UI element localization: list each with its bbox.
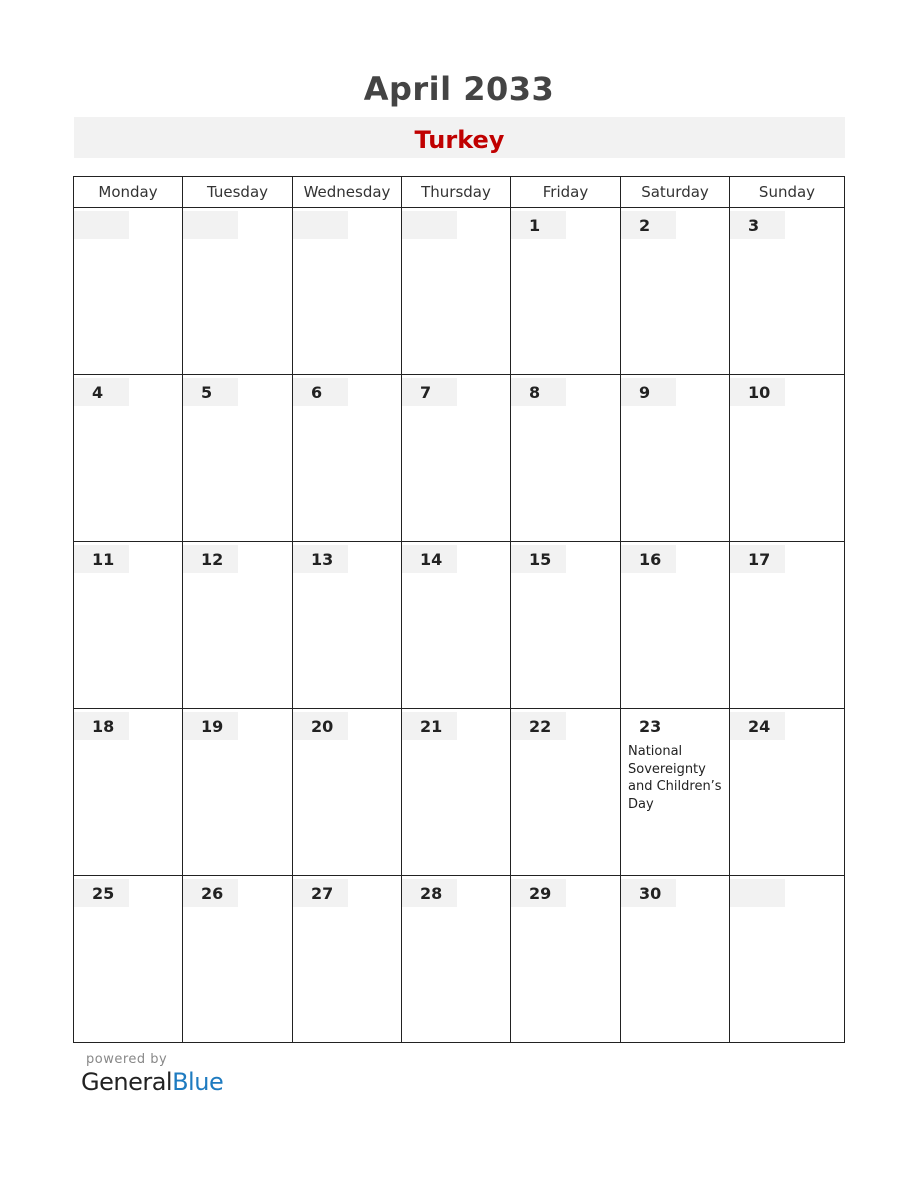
weekday-friday: Friday — [511, 177, 621, 208]
day-cell — [730, 876, 845, 1043]
day-cell — [183, 375, 293, 542]
day-number: 3 — [730, 211, 785, 239]
weekday-tuesday: Tuesday — [183, 177, 293, 208]
day-number: 7 — [402, 378, 457, 406]
week-row — [74, 876, 845, 1043]
day-cell — [730, 375, 845, 542]
day-number: 9 — [621, 378, 676, 406]
day-cell — [74, 208, 183, 375]
day-cell — [621, 208, 730, 375]
day-number: 28 — [402, 879, 457, 907]
day-cell — [730, 208, 845, 375]
day-number: 25 — [74, 879, 129, 907]
empty-day-marker — [293, 211, 348, 239]
day-number: 20 — [293, 712, 348, 740]
empty-day-marker — [74, 211, 129, 239]
day-number: 13 — [293, 545, 348, 573]
day-cell — [74, 876, 183, 1043]
day-cell — [183, 208, 293, 375]
day-cell — [730, 709, 845, 876]
day-number: 16 — [621, 545, 676, 573]
weekday-thursday: Thursday — [402, 177, 511, 208]
day-number: 15 — [511, 545, 566, 573]
weekday-sunday: Sunday — [730, 177, 845, 208]
brand-logo — [81, 1068, 223, 1096]
day-cell — [511, 709, 621, 876]
day-cell — [402, 876, 511, 1043]
day-number: 8 — [511, 378, 566, 406]
day-cell — [183, 876, 293, 1043]
day-cell — [511, 876, 621, 1043]
day-number: 4 — [74, 378, 129, 406]
weekday-saturday: Saturday — [621, 177, 730, 208]
day-cell — [621, 542, 730, 709]
day-cell — [402, 542, 511, 709]
day-cell — [621, 375, 730, 542]
day-cell — [183, 542, 293, 709]
day-cell — [511, 208, 621, 375]
day-cell — [402, 208, 511, 375]
brand-text-blue: Blue — [172, 1068, 224, 1096]
day-cell — [183, 709, 293, 876]
day-cell — [621, 876, 730, 1043]
day-number: 30 — [621, 879, 676, 907]
day-number: 21 — [402, 712, 457, 740]
day-number: 14 — [402, 545, 457, 573]
day-number: 6 — [293, 378, 348, 406]
day-number: 18 — [74, 712, 129, 740]
day-cell — [511, 542, 621, 709]
calendar-title: April 2033 — [363, 70, 555, 108]
day-cell — [74, 375, 183, 542]
day-number: 29 — [511, 879, 566, 907]
day-cell — [74, 542, 183, 709]
day-number: 12 — [183, 545, 238, 573]
day-number: 19 — [183, 712, 238, 740]
powered-by-label: powered by — [86, 1052, 168, 1067]
empty-day-marker — [183, 211, 238, 239]
empty-day-marker — [730, 879, 785, 907]
day-cell — [730, 542, 845, 709]
day-cell — [621, 709, 730, 876]
empty-day-marker — [402, 211, 457, 239]
day-number: 24 — [730, 712, 785, 740]
day-number: 27 — [293, 879, 348, 907]
month-grid — [73, 176, 845, 1043]
day-cell — [293, 542, 402, 709]
holiday-label: National Sovereignty and Children’s Day — [628, 744, 722, 812]
day-cell — [74, 709, 183, 876]
day-number: 5 — [183, 378, 238, 406]
day-cell — [402, 375, 511, 542]
week-row — [74, 709, 845, 876]
day-number: 2 — [621, 211, 676, 239]
day-number: 23 — [639, 717, 662, 736]
day-cell — [293, 208, 402, 375]
day-cell — [293, 709, 402, 876]
day-cell — [293, 876, 402, 1043]
day-number: 11 — [74, 545, 129, 573]
day-cell — [293, 375, 402, 542]
week-row — [74, 542, 845, 709]
day-cell — [511, 375, 621, 542]
weekday-wednesday: Wednesday — [293, 177, 402, 208]
brand-text-general: General — [81, 1068, 173, 1096]
weekday-monday: Monday — [74, 177, 183, 208]
day-number: 17 — [730, 545, 785, 573]
day-number: 26 — [183, 879, 238, 907]
weekday-header-row — [74, 177, 845, 208]
day-number: 1 — [511, 211, 566, 239]
day-number: 10 — [730, 378, 785, 406]
day-number: 22 — [511, 712, 566, 740]
day-cell — [402, 709, 511, 876]
country-banner: Turkey — [74, 117, 845, 158]
week-row — [74, 375, 845, 542]
week-row — [74, 208, 845, 375]
calendar-body — [74, 208, 845, 1043]
